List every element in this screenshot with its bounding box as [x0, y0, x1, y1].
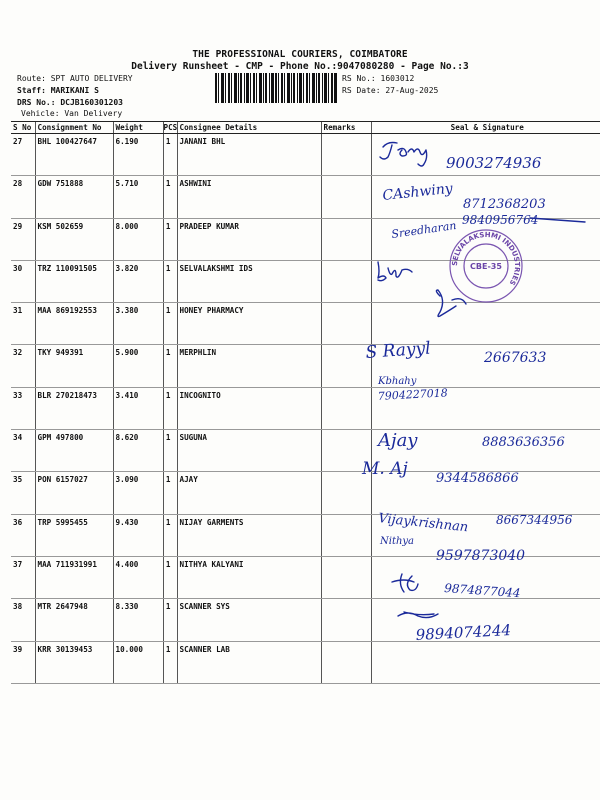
- cell-consignment-no: BLR 270218473: [35, 387, 113, 429]
- table-row: [11, 260, 600, 302]
- stamp-ring-text: SELVALAKSHMI INDUSTRIES: [450, 230, 522, 287]
- cell-seal: [371, 599, 600, 641]
- stamp-center-text: CBE-35: [470, 262, 502, 271]
- cell-weight: 8.000: [113, 218, 163, 260]
- cell-remarks: [321, 218, 371, 260]
- rs-date-label: RS Date:: [342, 86, 381, 95]
- cell-seal: [371, 345, 600, 387]
- cell-weight: 8.330: [113, 599, 163, 641]
- cell-sno: 32: [11, 345, 35, 387]
- cell-sno: 35: [11, 472, 35, 514]
- cell-sno: 27: [11, 134, 35, 176]
- cell-remarks: [321, 641, 371, 683]
- vehicle-label: Vehicle:: [21, 109, 60, 118]
- staff-value: MARIKANI S: [50, 86, 99, 95]
- cell-seal: [371, 430, 600, 472]
- cell-consignment-no: GPM 497800: [35, 430, 113, 472]
- table-row: [11, 176, 600, 218]
- cell-remarks: [321, 303, 371, 345]
- cell-seal: [371, 303, 600, 345]
- cell-consignment-no: KSM 502659: [35, 218, 113, 260]
- cell-seal: [371, 134, 600, 176]
- cell-consignee: INCOGNITO: [177, 387, 321, 429]
- name-row33: Kbhahy: [378, 376, 417, 387]
- table-row: [11, 218, 600, 260]
- cell-consignee: SELVALAKSHMI IDS: [177, 260, 321, 302]
- cell-pcs: 1: [163, 641, 177, 683]
- cell-weight: 8.620: [113, 430, 163, 472]
- cell-remarks: [321, 387, 371, 429]
- cell-pcs: 1: [163, 387, 177, 429]
- table-row: [11, 514, 600, 556]
- table-row: [11, 345, 600, 387]
- col-header-remarks: Remarks: [321, 122, 371, 134]
- cell-weight: 9.430: [113, 514, 163, 556]
- table-row: [11, 134, 600, 176]
- delivery-table: [11, 121, 600, 684]
- phone-row35b: 9344586866: [436, 471, 519, 486]
- table-header-row: [11, 122, 600, 134]
- rs-no-value: 1603012: [380, 74, 415, 83]
- cell-weight: 10.000: [113, 641, 163, 683]
- staff-label: Staff:: [17, 86, 46, 95]
- cell-weight: 5.710: [113, 176, 163, 218]
- cell-pcs: 1: [163, 345, 177, 387]
- cell-consignment-no: MTR 2647948: [35, 599, 113, 641]
- cell-pcs: 1: [163, 472, 177, 514]
- table-row: [11, 430, 600, 472]
- cell-sno: 29: [11, 218, 35, 260]
- name-row29: Sreedharan: [390, 218, 458, 241]
- cell-consignee: MERPHLIN: [177, 345, 321, 387]
- cell-consignee: SUGUNA: [177, 430, 321, 472]
- cell-pcs: 1: [163, 176, 177, 218]
- cell-seal: [371, 218, 600, 260]
- cell-remarks: [321, 599, 371, 641]
- cell-consignment-no: TKY 949391: [35, 345, 113, 387]
- name-row37: Nithya: [380, 536, 415, 547]
- cell-consignment-no: TRP 5995455: [35, 514, 113, 556]
- cell-consignee: JANANI BHL: [177, 134, 321, 176]
- cell-seal: [371, 260, 600, 302]
- drs-line: [17, 98, 123, 107]
- cell-sno: 37: [11, 556, 35, 598]
- cell-pcs: 1: [163, 218, 177, 260]
- cell-sno: 28: [11, 176, 35, 218]
- rs-no-label: RS No.:: [342, 74, 376, 83]
- table-row: [11, 641, 600, 683]
- phone-row33: 7904227018: [377, 386, 449, 403]
- cell-consignee: ASHWINI: [177, 176, 321, 218]
- phone-row28: 8712368203: [463, 197, 546, 212]
- phone-row39: 9894074244: [415, 621, 512, 644]
- cell-remarks: [321, 260, 371, 302]
- cell-pcs: 1: [163, 260, 177, 302]
- drs-value: DCJB160301203: [60, 98, 123, 107]
- rs-no-line: [342, 74, 414, 83]
- rs-date-line: [342, 86, 438, 95]
- table-row: [11, 472, 600, 514]
- company-title: THE PROFESSIONAL COURIERS, COIMBATORE: [192, 49, 408, 60]
- cell-seal: [371, 472, 600, 514]
- cell-weight: 3.820: [113, 260, 163, 302]
- col-header-consignment: Consignment No: [35, 122, 113, 134]
- phone-row36: 8667344956: [496, 513, 573, 527]
- col-header-details: Consignee Details: [177, 122, 321, 134]
- cell-weight: 5.900: [113, 345, 163, 387]
- col-header-weight: Weight: [113, 122, 163, 134]
- phone-row27: 9003274936: [446, 154, 542, 172]
- cell-consignee: NIJAY GARMENTS: [177, 514, 321, 556]
- cell-remarks: [321, 472, 371, 514]
- cell-weight: 3.380: [113, 303, 163, 345]
- cell-consignee: HONEY PHARMACY: [177, 303, 321, 345]
- cell-consignee: NITHYA KALYANI: [177, 556, 321, 598]
- cell-consignment-no: GDW 751888: [35, 176, 113, 218]
- route-label: Route:: [17, 74, 46, 83]
- route-value: SPT AUTO DELIVERY: [50, 74, 133, 83]
- cell-seal: [371, 176, 600, 218]
- name-row36: Vijaykrishnan: [377, 511, 469, 536]
- cell-weight: 4.400: [113, 556, 163, 598]
- runsheet-subtitle: Delivery Runsheet - CMP - Phone No.:9047080280 - Page No.:3: [131, 61, 469, 72]
- name-row35: Ajay: [378, 430, 418, 451]
- cell-seal: [371, 641, 600, 683]
- col-header-seal: Seal & Signature: [371, 122, 600, 134]
- cell-sno: 34: [11, 430, 35, 472]
- cell-remarks: [321, 430, 371, 472]
- cell-remarks: [321, 176, 371, 218]
- staff-line: [17, 86, 99, 95]
- phone-row35: 8883636356: [482, 435, 565, 450]
- cell-remarks: [321, 556, 371, 598]
- drs-label: DRS No.:: [17, 98, 56, 107]
- cell-sno: 30: [11, 260, 35, 302]
- table-row: [11, 387, 600, 429]
- cell-pcs: 1: [163, 599, 177, 641]
- cell-sno: 38: [11, 599, 35, 641]
- cell-consignment-no: MAA 711931991: [35, 556, 113, 598]
- cell-sno: 33: [11, 387, 35, 429]
- cell-weight: 3.410: [113, 387, 163, 429]
- col-header-sno: S No: [11, 122, 35, 134]
- phone-row37: 9597873040: [436, 548, 526, 564]
- vehicle-line: [21, 109, 122, 118]
- cell-seal: [371, 556, 600, 601]
- cell-seal: [371, 387, 600, 429]
- phone-row29: 9840956764: [462, 213, 539, 227]
- table-row: [11, 599, 600, 641]
- cell-sno: 36: [11, 514, 35, 556]
- cell-sno: 39: [11, 641, 35, 683]
- cell-remarks: [321, 514, 371, 556]
- cell-pcs: 1: [163, 134, 177, 176]
- cell-remarks: [321, 134, 371, 176]
- rs-date-value: 27-Aug-2025: [385, 86, 439, 95]
- name-row35b: M. Aj: [362, 459, 408, 479]
- phone-row38: 9874877044: [443, 581, 521, 601]
- barcode-image: [215, 73, 337, 103]
- vehicle-value: Van Delivery: [64, 109, 123, 118]
- cell-pcs: 1: [163, 303, 177, 345]
- table-body: [11, 134, 600, 684]
- cell-consignee: SCANNER SYS: [177, 599, 321, 641]
- cell-consignee: AJAY: [177, 472, 321, 514]
- table-row: [11, 556, 600, 598]
- cell-consignment-no: TRZ 110091505: [35, 260, 113, 302]
- cell-consignment-no: PON 6157027: [35, 472, 113, 514]
- cell-consignment-no: MAA 869192553: [35, 303, 113, 345]
- cell-remarks: [321, 345, 371, 387]
- cell-weight: 6.190: [113, 134, 163, 176]
- route-line: [17, 74, 133, 83]
- cell-weight: 3.090: [113, 472, 163, 514]
- phone-row32: 2667633: [484, 350, 547, 366]
- col-header-pcs: PCS: [163, 123, 177, 132]
- cell-seal: [371, 514, 600, 556]
- name-row32: S Rayyl: [364, 338, 432, 363]
- cell-sno: 31: [11, 303, 35, 345]
- cell-consignment-no: KRR 30139453: [35, 641, 113, 683]
- name-row28: CAshwiny: [381, 180, 454, 204]
- cell-consignment-no: BHL 100427647: [35, 134, 113, 176]
- cell-pcs: 1: [163, 556, 177, 598]
- table-row: [11, 303, 600, 345]
- cell-consignee: SCANNER LAB: [177, 641, 321, 683]
- cell-consignee: PRADEEP KUMAR: [177, 218, 321, 260]
- cell-pcs: 1: [163, 430, 177, 472]
- cell-pcs: 1: [163, 514, 177, 556]
